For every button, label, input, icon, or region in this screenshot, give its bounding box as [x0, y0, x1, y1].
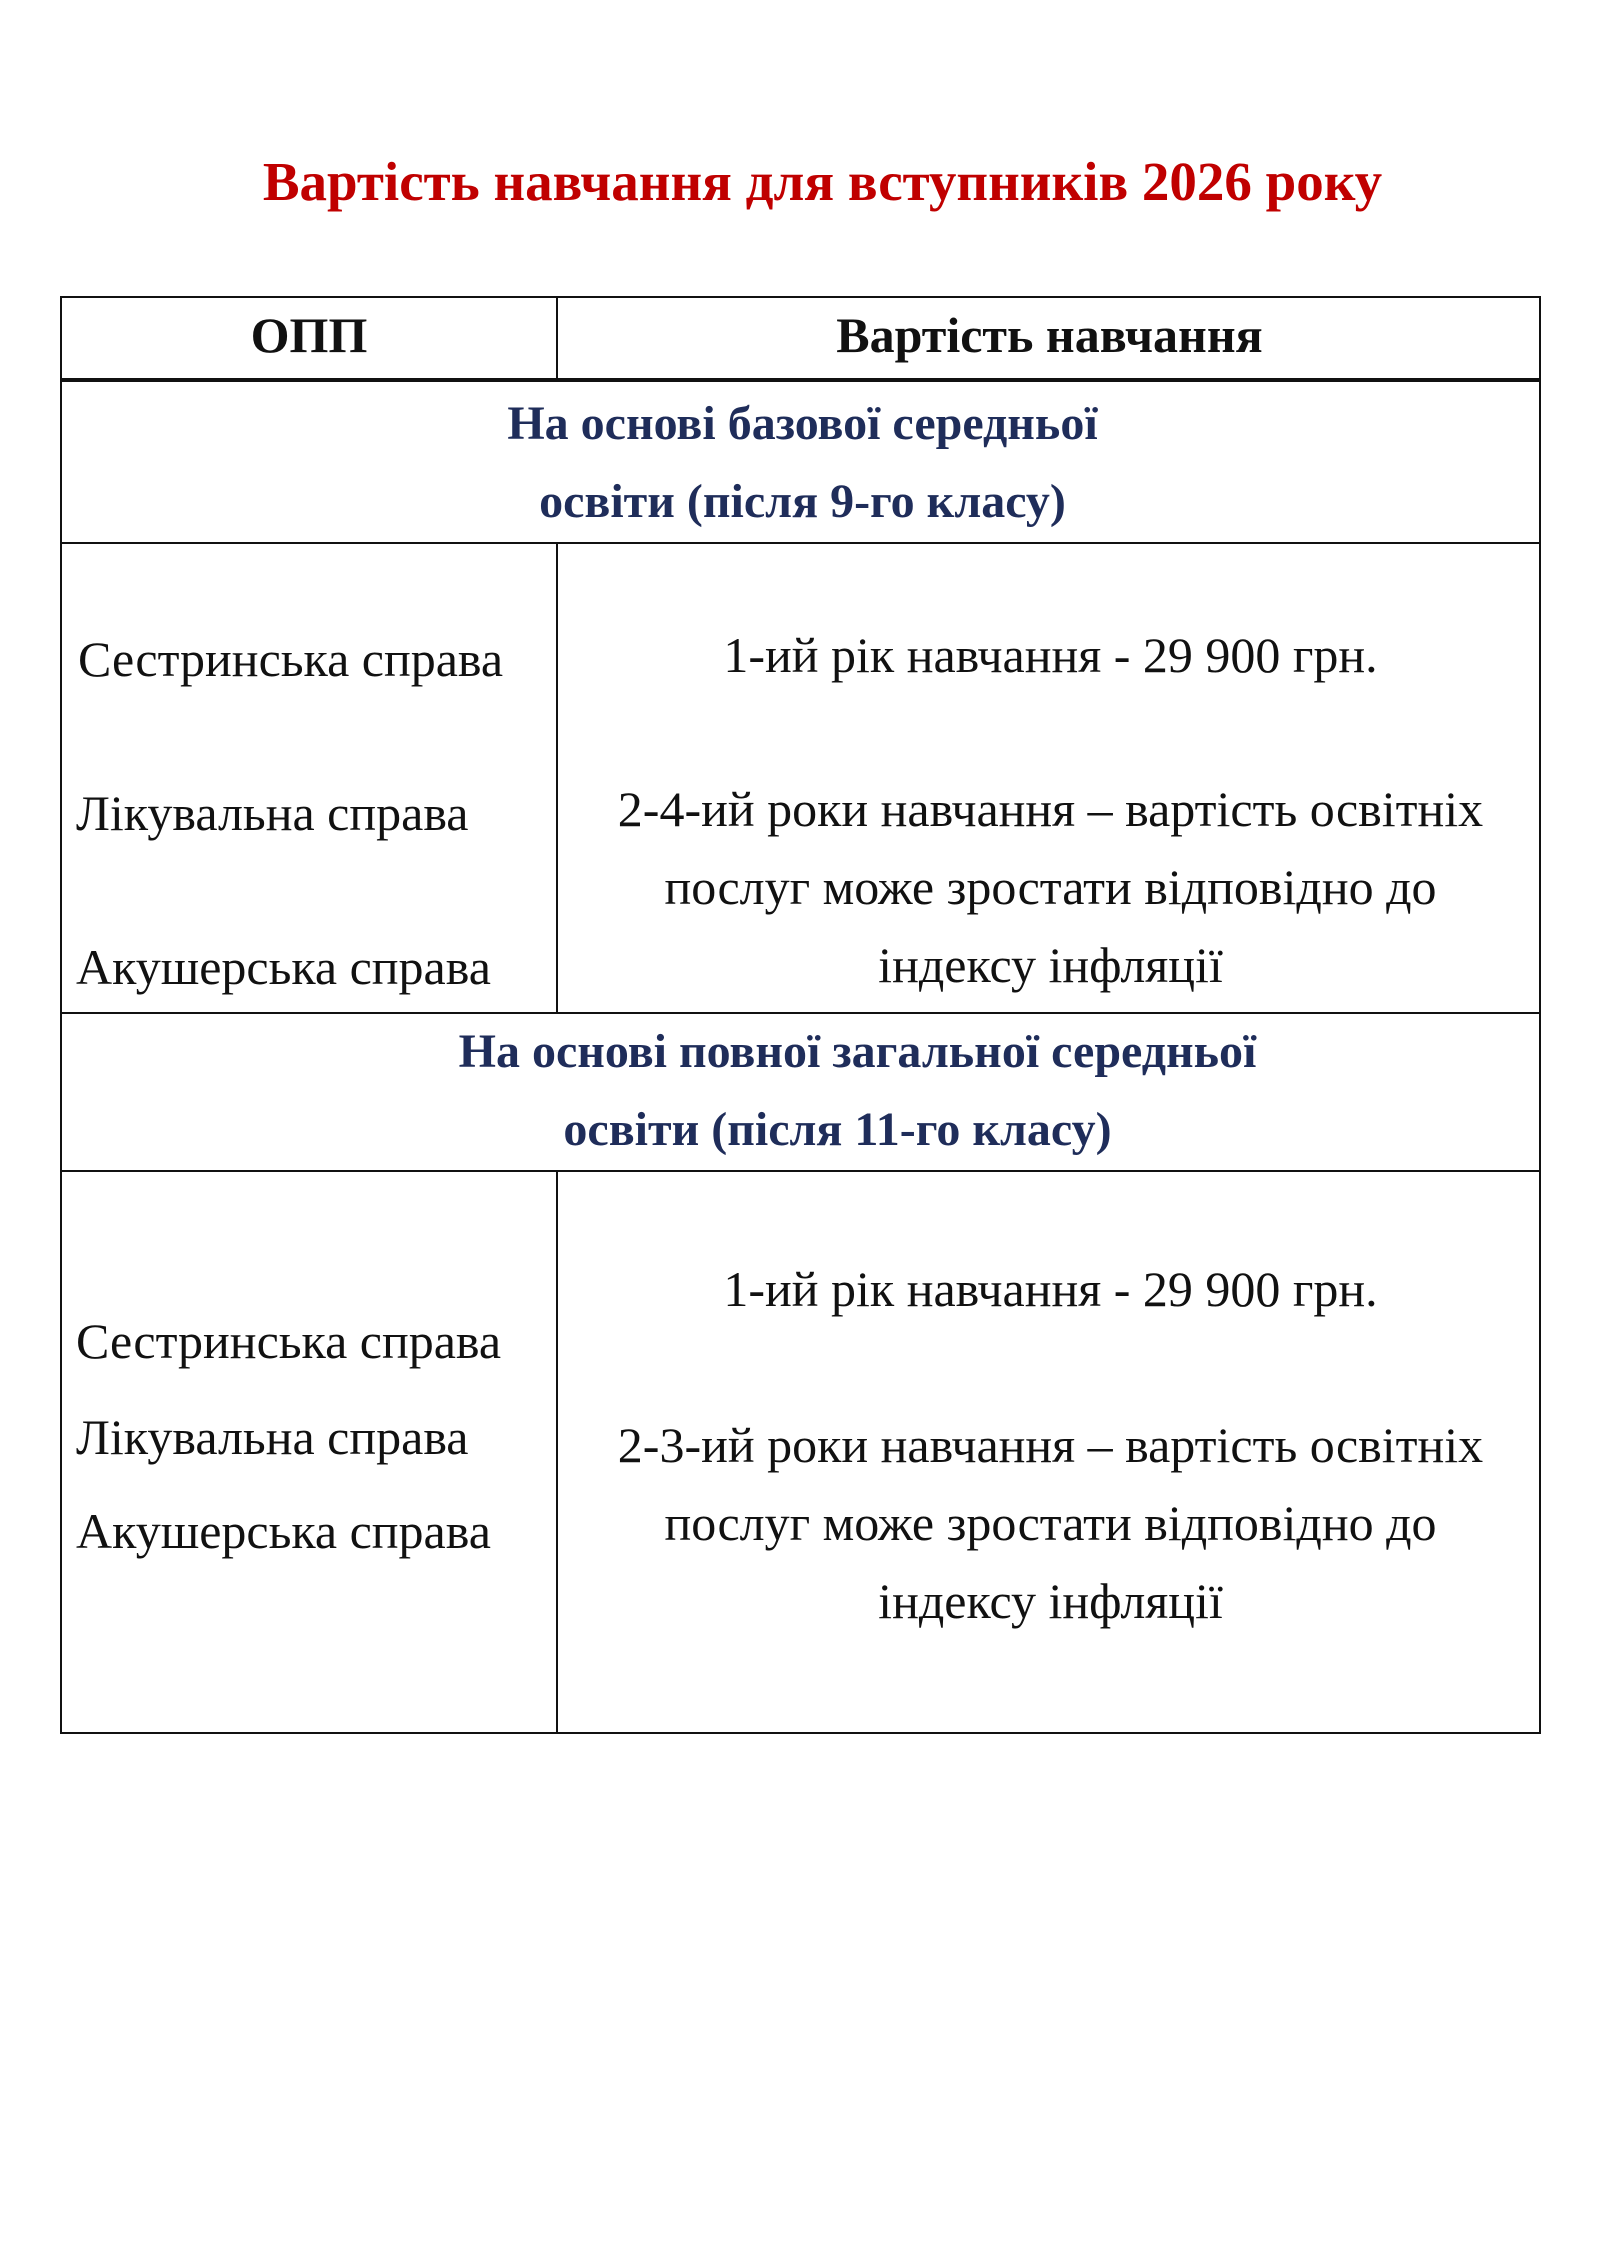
- program-medicine: Лікувальна справа: [76, 1409, 469, 1465]
- program-nursing: Сестринська справа: [78, 631, 504, 687]
- cost-line: індексу інфляції: [878, 937, 1223, 993]
- divider: [62, 378, 1539, 382]
- header-col-program: ОПП: [250, 307, 368, 363]
- column-divider: [556, 298, 558, 380]
- cost-line: індексу інфляції: [878, 1573, 1223, 1629]
- cost-later-years: [558, 770, 1543, 1004]
- page-title: Вартість навчання для вступників 2026 року: [262, 151, 1383, 212]
- divider: [62, 542, 1539, 544]
- cost-line: послуг може зростати відповідно до: [664, 859, 1437, 915]
- cost-line: 2-4-ий роки навчання – вартість освітніх: [617, 781, 1484, 837]
- tuition-table: [60, 296, 1541, 1734]
- section-heading-line: На основі базової середньої: [507, 397, 1098, 450]
- section-heading-line: освіти (після 11-го класу): [563, 1103, 1112, 1156]
- cost-line: 2-3-ий роки навчання – вартість освітніх: [617, 1417, 1484, 1473]
- cost-year1: 1-ий рік навчання - 29 900 грн.: [723, 1261, 1378, 1317]
- program-midwifery: Акушерська справа: [76, 939, 491, 995]
- section-heading-line: освіти (після 9-го класу): [539, 475, 1066, 528]
- section-heading-full: [62, 1013, 1543, 1169]
- divider: [62, 1170, 1539, 1172]
- cost-later-years: [558, 1406, 1543, 1640]
- cost-line: послуг може зростати відповідно до: [664, 1495, 1437, 1551]
- section-heading-basic: [62, 385, 1543, 541]
- cost-year1: 1-ий рік навчання - 29 900 грн.: [723, 627, 1378, 683]
- section-heading-line: На основі повної загальної середньої: [458, 1025, 1257, 1078]
- program-nursing: Сестринська справа: [76, 1313, 502, 1369]
- header-col-cost: Вартість навчання: [836, 307, 1263, 363]
- program-midwifery: Акушерська справа: [76, 1503, 491, 1559]
- program-medicine: Лікувальна справа: [76, 785, 469, 841]
